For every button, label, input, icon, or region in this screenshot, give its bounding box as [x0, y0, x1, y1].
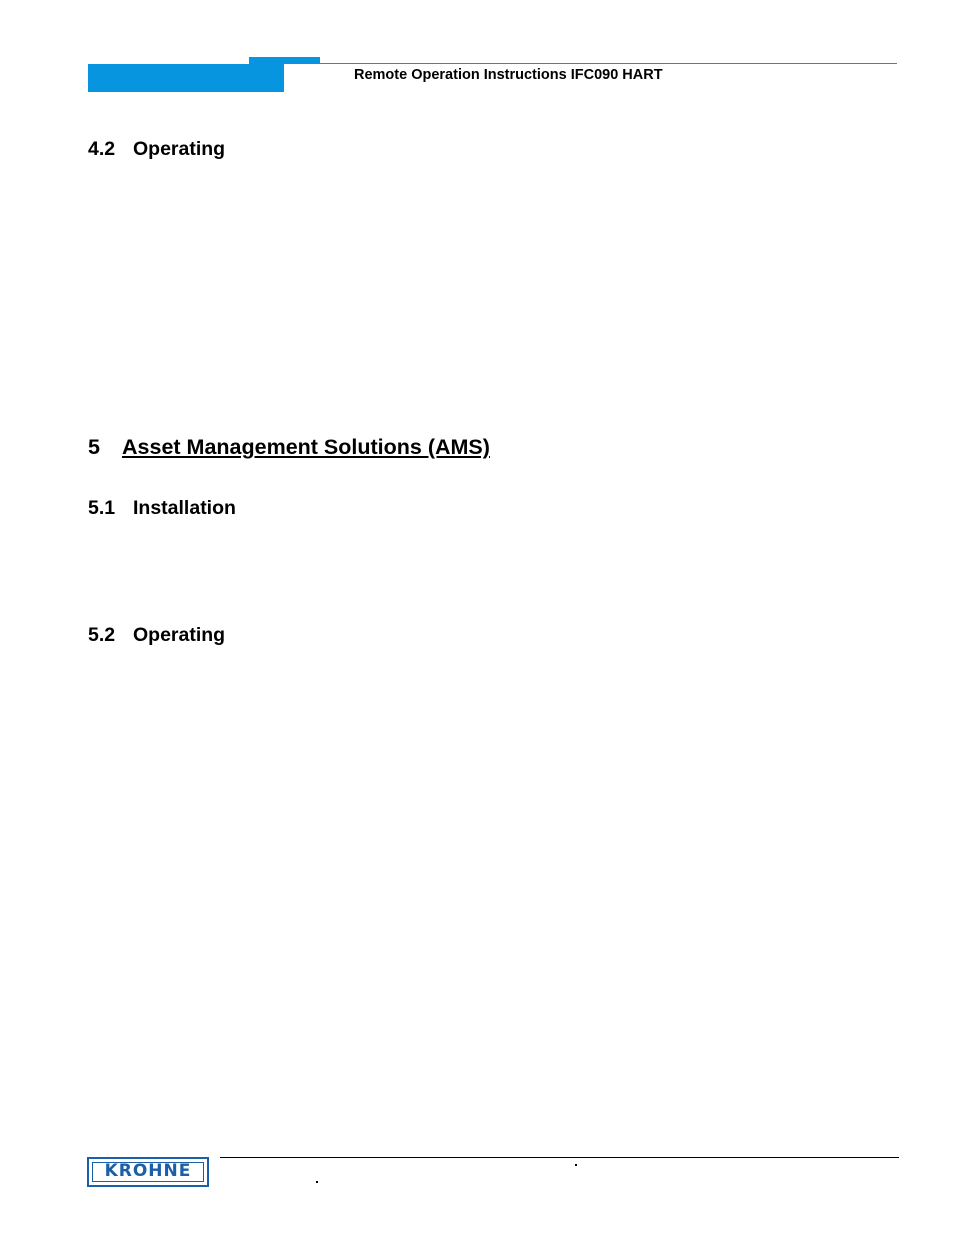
footer-dot [575, 1164, 577, 1166]
section-title: Installation [133, 497, 236, 519]
document-title: Remote Operation Instructions IFC090 HART [354, 67, 663, 83]
header-accent-bar [88, 64, 284, 92]
footer-dot [316, 1181, 318, 1183]
section-number: 5.1 [88, 497, 116, 519]
section-heading-4-2 [88, 138, 225, 161]
footer-rule [220, 1157, 899, 1158]
section-heading-5-2 [88, 624, 225, 647]
chapter-number: 5 [88, 435, 100, 459]
chapter-title: Asset Management Solutions (AMS) [122, 435, 490, 459]
logo-text: KROHNE [104, 1161, 192, 1181]
section-heading-5-1 [88, 497, 236, 520]
header-rule [320, 63, 897, 64]
header-accent-tab [249, 57, 320, 64]
krohne-logo [87, 1157, 209, 1187]
section-number: 5.2 [88, 624, 116, 646]
section-number: 4.2 [88, 138, 116, 160]
chapter-heading-5 [88, 435, 490, 460]
section-title: Operating [133, 138, 226, 160]
section-title: Operating [133, 624, 226, 646]
